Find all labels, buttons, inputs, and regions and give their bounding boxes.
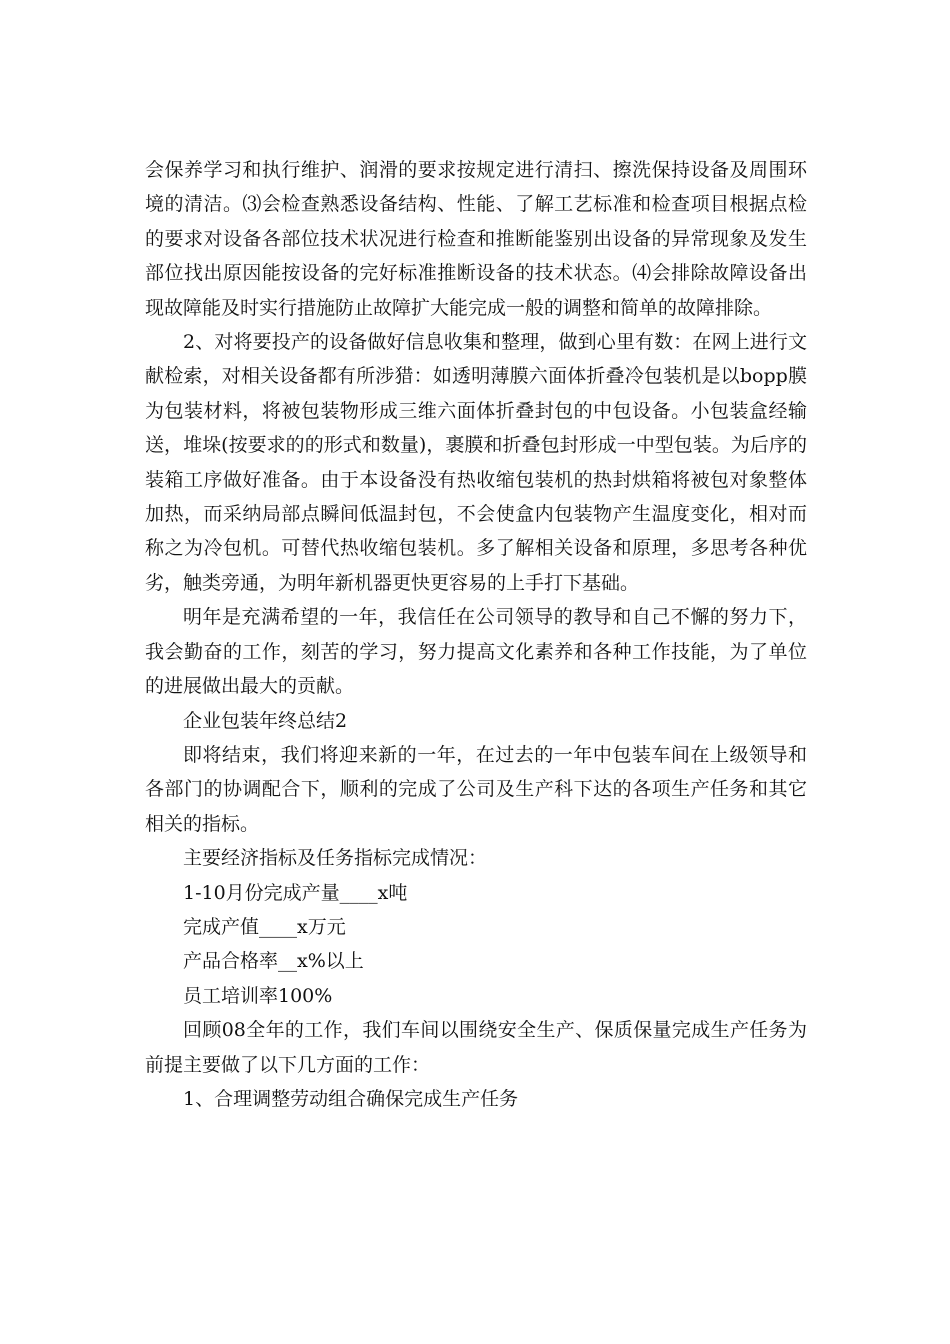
paragraph-next-year-outlook: 明年是充满希望的一年，我信任在公司领导的教导和自己不懈的努力下，我会勤奋的工作，刻苦的学习，努力提高文化素养和各种工作技能，为了单位的进展做出最大的贡献。 <box>145 606 807 698</box>
paragraph-equipment-research: 2、对将要投产的设备做好信息收集和整理，做到心里有数：在网上进行文献检索，对相关设备都有所涉猎：如透明薄膜六面体折叠冷包装机是以bopp膜为包装材料，将被包装物形成三维六面体折叠封包的中包设备。小包装盒经输送，堆垛(按要求的的形式和数量)，裹膜和折叠包封形成一中型包装。为后序的装箱工序做好准备。由于本设备没有热收缩包装机的热封烘箱将被包对象整体加热，而采纳局部点瞬间低温封包，不会使盒内包装物产生温度变化，相对而称之为冷包机。可替代热收缩包装机。多了解相关设备和原理，多思考各种优劣，触类旁通，为明年新机器更快更容易的上手打下基础。 <box>145 331 807 594</box>
paragraph-maintenance-skills: 会保养学习和执行维护、润滑的要求按规定进行清扫、擦洗保持设备及周围环境的清洁。⑶会检查熟悉设备结构、性能、了解工艺标准和检查项目根据点检的要求对设备各部位技术状况进行检查和推断能鉴别出设备的异常现象及发生部位找出原因能按设备的完好标准推断设备的技术状态。⑷会排除故障设备出现故障能及时实行措施防止故障扩大能完成一般的调整和简单的故障排除。 <box>145 159 807 319</box>
indicator-output-value: 完成产值____x万元 <box>183 915 346 938</box>
list-item-labor-adjustment: 1、合理调整劳动组合确保完成生产任务 <box>183 1087 519 1110</box>
paragraph-review: 回顾08全年的工作，我们车间以围绕安全生产、保质保量完成生产任务为前提主要做了以下几方面的工作： <box>145 1019 807 1076</box>
document-body <box>145 153 807 1116</box>
paragraph-year-summary: 即将结束，我们将迎来新的一年，在过去的一年中包装车间在上级领导和各部门的协调配合下，顺利的完成了公司及生产科下达的各项生产任务和其它相关的指标。 <box>145 743 807 835</box>
section-heading: 企业包装年终总结2 <box>183 709 348 732</box>
indicator-output: 1-10月份完成产量____x吨 <box>183 881 408 904</box>
indicator-training-rate: 员工培训率100% <box>183 984 333 1007</box>
indicator-pass-rate: 产品合格率__x%以上 <box>183 950 364 973</box>
paragraph-indicators-intro: 主要经济指标及任务指标完成情况： <box>183 847 488 870</box>
